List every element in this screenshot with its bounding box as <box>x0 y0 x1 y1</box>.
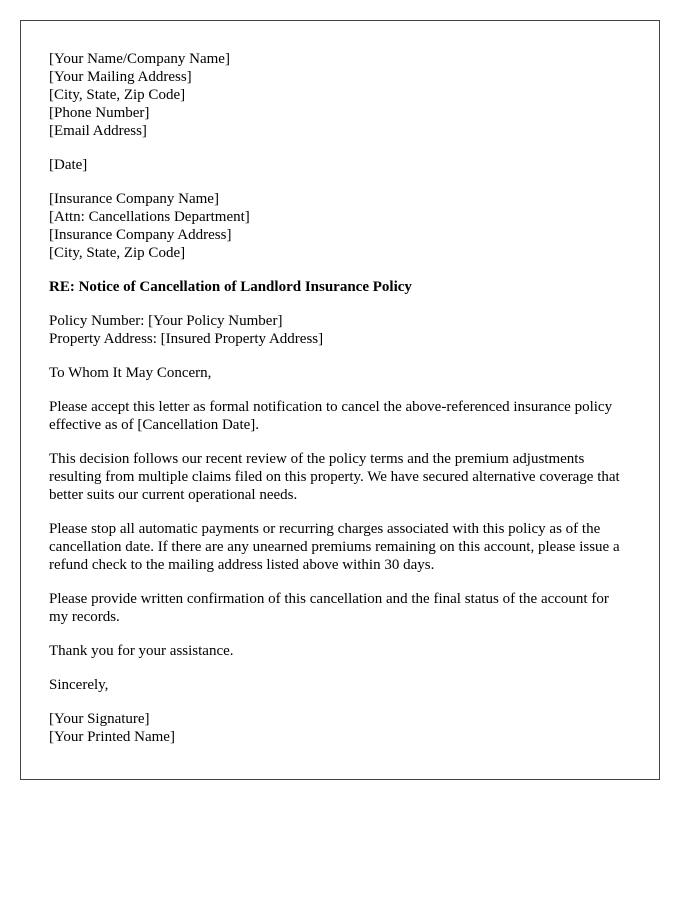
property-address: Property Address: [Insured Property Address] <box>49 331 324 347</box>
signature-line: [Your Signature] <box>49 711 150 727</box>
sender-email: [Email Address] <box>49 123 147 139</box>
date-block <box>49 156 631 174</box>
recipient-address: [Insurance Company Address] <box>49 227 232 243</box>
subject-line: RE: Notice of Cancellation of Landlord Insurance Policy <box>49 279 412 295</box>
closing: Sincerely, <box>49 677 109 693</box>
sender-city-state-zip: [City, State, Zip Code] <box>49 87 186 103</box>
salutation: To Whom It May Concern, <box>49 365 212 381</box>
thanks-line: Thank you for your assistance. <box>49 643 234 659</box>
signature-block <box>49 710 631 746</box>
recipient-block <box>49 190 631 262</box>
policy-number: Policy Number: [Your Policy Number] <box>49 313 283 329</box>
sender-phone: [Phone Number] <box>49 105 150 121</box>
letter <box>20 20 660 780</box>
recipient-attn: [Attn: Cancellations Department] <box>49 209 250 225</box>
sender-mailing-address: [Your Mailing Address] <box>49 69 192 85</box>
printed-name: [Your Printed Name] <box>49 729 175 745</box>
body-paragraph: This decision follows our recent review of the policy terms and the premium adjustments resulting from multiple claims filed on this property. We have secured alternative coverage that better suits our current operational needs. <box>49 451 620 503</box>
recipient-company: [Insurance Company Name] <box>49 191 219 207</box>
letter-date: [Date] <box>49 157 88 173</box>
body-paragraph: Please provide written confirmation of this cancellation and the final status of the account for my records. <box>49 591 609 625</box>
recipient-city-state-zip: [City, State, Zip Code] <box>49 245 186 261</box>
sender-name: [Your Name/Company Name] <box>49 51 230 67</box>
sender-block <box>49 50 631 140</box>
body-paragraph: Please stop all automatic payments or recurring charges associated with this policy as of the cancellation date. If there are any unearned premiums remaining on this account, please issue a refund check to the mailing address listed above within 30 days. <box>49 521 620 573</box>
body-paragraph: Please accept this letter as formal notification to cancel the above-referenced insurance policy effective as of [Cancellation Date]. <box>49 399 613 433</box>
policy-block <box>49 312 631 348</box>
